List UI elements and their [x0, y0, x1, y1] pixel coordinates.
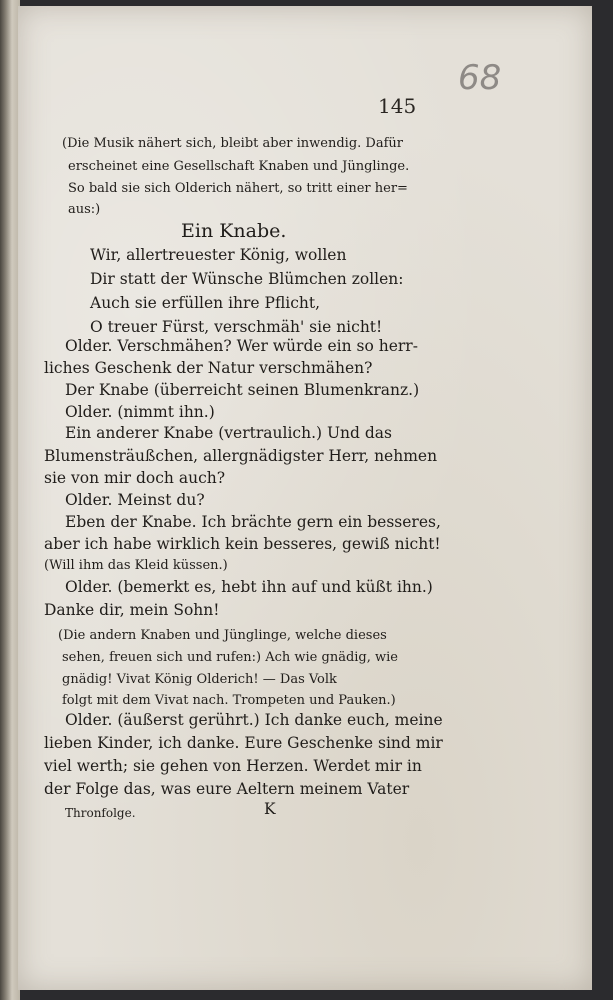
dialogue-line: lieben Kinder, ich danke. Eure Geschenke sind mir [44, 734, 443, 752]
dialogue-line: Older. (nimmt ihn.) [65, 403, 215, 421]
dialogue-line: Older. Meinst du? [65, 491, 205, 509]
page-number: 145 [378, 94, 417, 118]
stage-direction: gnädig! Vivat König Olderich! — Das Volk [62, 672, 337, 687]
verse-line: Wir, allertreuester König, wollen [90, 246, 347, 264]
verse-line: O treuer Fürst, verschmäh' sie nicht! [90, 318, 383, 336]
dialogue-line: viel werth; sie gehen von Herzen. Werdet mir in [44, 757, 422, 775]
verse-line: Dir statt der Wünsche Blümchen zollen: [90, 270, 404, 288]
dialogue-line: Older. (bemerkt es, hebt ihn auf und küßt ihn.) [65, 578, 433, 596]
dialogue-line: Eben der Knabe. Ich brächte gern ein besseres, [65, 513, 441, 531]
facing-page-edge [0, 0, 20, 1000]
dialogue-line: Older. (äußerst gerührt.) Ich danke euch, meine [65, 711, 443, 729]
book-page [18, 6, 592, 990]
dialogue-line: Der Knabe (überreicht seinen Blumenkranz.) [65, 381, 420, 399]
dialogue-line: Danke dir, mein Sohn! [44, 601, 220, 619]
stage-direction: sehen, freuen sich und rufen:) Ach wie gnädig, wie [62, 650, 398, 665]
dialogue-line: Ein anderer Knabe (vertraulich.) Und das [65, 424, 392, 442]
dialogue-line: der Folge das, was eure Aeltern meinem Vater [44, 780, 410, 798]
stage-direction: (Die andern Knaben und Jünglinge, welche dieses [58, 628, 387, 643]
catchword: Thronfolge. [65, 806, 136, 820]
signature-mark: K [264, 800, 276, 818]
text-line: aus:) [68, 202, 101, 217]
text-line: So bald sie sich Olderich nähert, so tritt einer her= [68, 181, 408, 196]
dialogue-line: Blumensträußchen, allergnädigster Herr, nehmen [44, 447, 438, 465]
verse-line: Auch sie erfüllen ihre Pflicht, [90, 294, 321, 312]
dialogue-line: aber ich habe wirklich kein besseres, gewiß nicht! [44, 535, 441, 553]
dialogue-line: sie von mir doch auch? [44, 469, 226, 487]
dialogue-line: liches Geschenk der Natur verschmähen? [44, 359, 373, 377]
stage-direction: (Will ihm das Kleid küssen.) [44, 558, 228, 573]
text-line: erscheinet eine Gesellschaft Knaben und Jünglinge. [68, 159, 410, 174]
folio-mark: 68 [458, 58, 502, 98]
stage-direction: folgt mit dem Vivat nach. Trompeten und Pauken.) [62, 693, 396, 708]
text-line: (Die Musik nähert sich, bleibt aber inwendig. Dafür [62, 136, 403, 151]
dialogue-line: Older. Verschmähen? Wer würde ein so herr- [65, 337, 418, 355]
speaker-heading: Ein Knabe. [181, 220, 287, 242]
